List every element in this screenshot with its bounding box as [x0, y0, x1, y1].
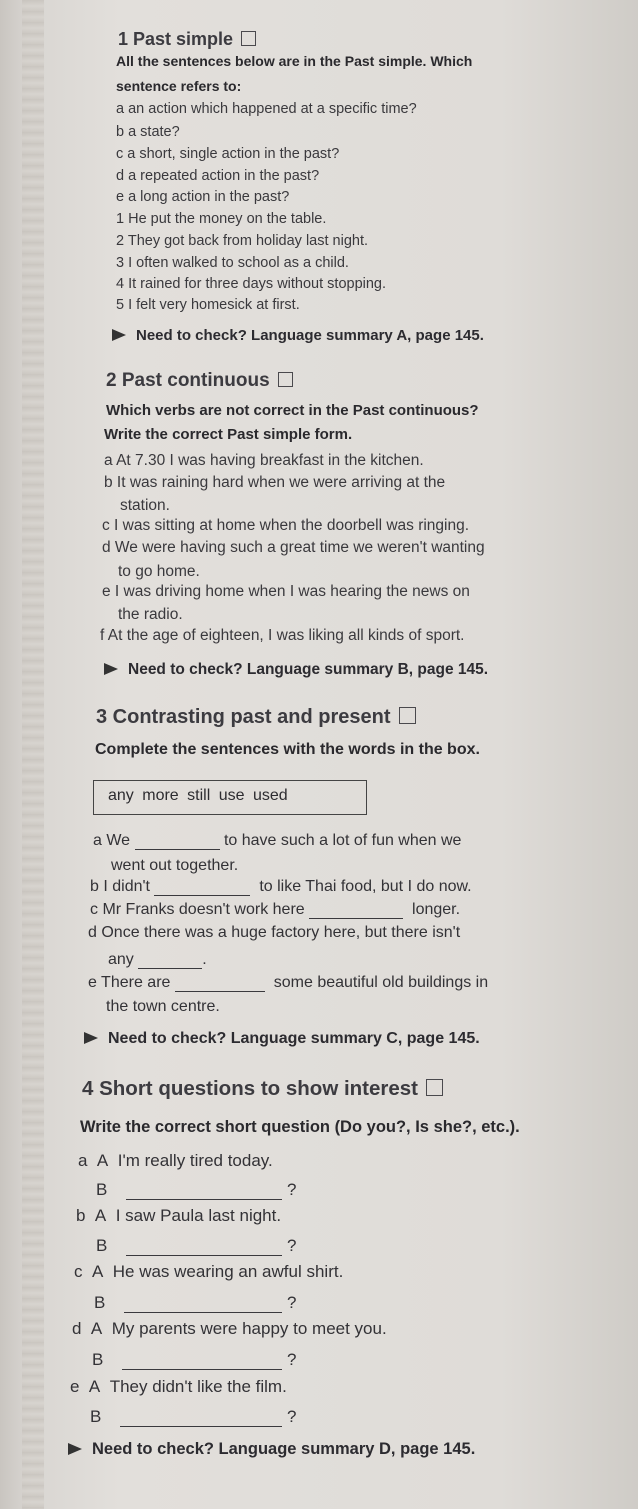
dialogue-a-line-a: a A I'm really tired today.	[78, 1151, 273, 1170]
dialogue-b-line-a: b A I saw Paula last night.	[76, 1206, 282, 1225]
option-c: c a short, single action in the past?	[116, 146, 340, 162]
reference-c: Need to check? Language summary C, page 145.	[84, 1030, 480, 1048]
answer-blank[interactable]	[138, 954, 202, 969]
item-2e-cont: the radio.	[118, 606, 183, 623]
answer-blank[interactable]	[309, 904, 403, 919]
section-2-checkbox[interactable]	[278, 372, 293, 387]
reference-d: Need to check? Language summary D, page 145.	[68, 1440, 475, 1459]
item-3e-cont: the town centre.	[106, 998, 220, 1015]
item-3d-cont: any .	[108, 951, 207, 968]
section-4-checkbox[interactable]	[426, 1079, 443, 1096]
word-box-words: any more still use used	[108, 787, 288, 804]
answer-blank[interactable]	[126, 1185, 282, 1200]
sentence-3: 3 I often walked to school as a child.	[116, 255, 349, 271]
item-2c: c I was sitting at home when the doorbell was ringing.	[102, 517, 470, 534]
answer-blank[interactable]	[124, 1298, 282, 1313]
page-spine-shadow	[22, 0, 44, 1509]
dialogue-e-line-a: e A They didn't like the film.	[70, 1377, 287, 1396]
section-1-instruction-line2: sentence refers to:	[116, 78, 242, 94]
sentence-1: 1 He put the money on the table.	[116, 211, 327, 227]
sentence-4: 4 It rained for three days without stopping.	[116, 276, 387, 292]
section-2-instruction-line2: Write the correct Past simple form.	[104, 426, 353, 443]
item-2a: a At 7.30 I was having breakfast in the kitchen.	[104, 452, 424, 469]
dialogue-d-line-b: B ?	[92, 1350, 297, 1369]
section-1-checkbox[interactable]	[241, 31, 256, 46]
answer-blank[interactable]	[126, 1241, 282, 1256]
arrow-icon	[68, 1443, 82, 1455]
arrow-icon	[112, 329, 126, 341]
section-2-instruction-line1: Which verbs are not correct in the Past continuous?	[106, 402, 479, 419]
option-e: e a long action in the past?	[116, 189, 290, 205]
item-3d: d Once there was a huge factory here, but there isn't	[88, 924, 461, 941]
arrow-icon	[84, 1032, 98, 1044]
answer-blank[interactable]	[135, 835, 220, 850]
item-2e: e I was driving home when I was hearing the news on	[102, 583, 470, 600]
answer-blank[interactable]	[154, 881, 250, 896]
item-2d-cont: to go home.	[118, 563, 200, 580]
reference-b: Need to check? Language summary B, page 145.	[104, 661, 488, 679]
dialogue-c-line-a: c A He was wearing an awful shirt.	[74, 1262, 344, 1281]
item-3c: c Mr Franks doesn't work here longer.	[90, 901, 461, 918]
dialogue-a-line-b: B ?	[96, 1180, 297, 1199]
item-3a: a We to have such a lot of fun when we	[93, 832, 462, 849]
dialogue-c-line-b: B ?	[94, 1293, 297, 1312]
dialogue-d-line-a: d A My parents were happy to meet you.	[72, 1319, 387, 1338]
section-3-instruction: Complete the sentences with the words in the box.	[95, 741, 480, 758]
section-1-instruction-line1: All the sentences below are in the Past simple. Which	[116, 53, 473, 69]
item-2b: b It was raining hard when we were arriving at the	[104, 474, 446, 491]
dialogue-e-line-b: B ?	[90, 1407, 297, 1426]
section-4-title: 4 Short questions to show interest	[82, 1077, 443, 1101]
item-3a-cont: went out together.	[111, 857, 239, 874]
option-d: d a repeated action in the past?	[116, 168, 320, 184]
item-2d: d We were having such a great time we weren't wanting	[102, 539, 485, 556]
reference-a: Need to check? Language summary A, page 145.	[112, 327, 484, 344]
option-a: a an action which happened at a specific time?	[116, 101, 417, 117]
dialogue-b-line-b: B ?	[96, 1236, 297, 1255]
item-2f: f At the age of eighteen, I was liking all kinds of sport.	[100, 627, 465, 644]
option-b: b a state?	[116, 124, 180, 140]
section-1-title: 1 Past simple	[118, 29, 256, 50]
section-3-title: 3 Contrasting past and present	[96, 706, 416, 729]
item-3b: b I didn't to like Thai food, but I do now.	[90, 878, 472, 895]
answer-blank[interactable]	[122, 1355, 282, 1370]
item-3e: e There are some beautiful old buildings in	[88, 974, 489, 991]
sentence-2: 2 They got back from holiday last night.	[116, 233, 369, 249]
item-2b-cont: station.	[120, 497, 170, 514]
arrow-icon	[104, 663, 118, 675]
answer-blank[interactable]	[120, 1412, 282, 1427]
answer-blank[interactable]	[175, 977, 265, 992]
section-3-checkbox[interactable]	[399, 707, 416, 724]
section-4-instruction: Write the correct short question (Do you?, Is she?, etc.).	[80, 1118, 520, 1136]
sentence-5: 5 I felt very homesick at first.	[116, 297, 300, 313]
section-2-title: 2 Past continuous	[106, 370, 293, 392]
